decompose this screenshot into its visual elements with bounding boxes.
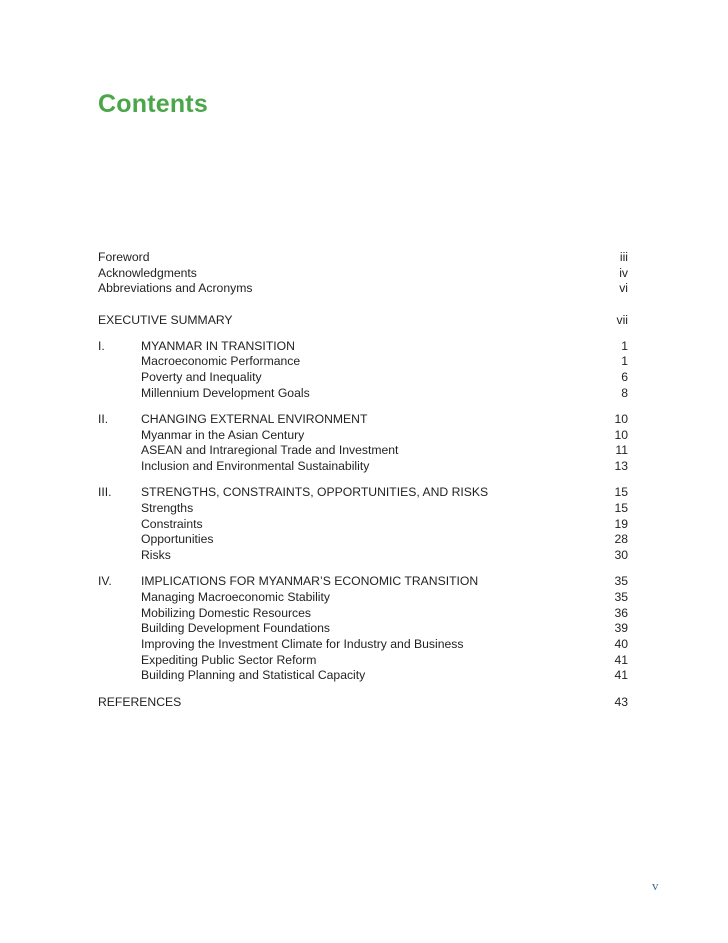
toc-entry-page: 30 <box>614 548 628 562</box>
toc-chapter-number: III. <box>98 485 112 500</box>
toc-chapter-number: IV. <box>98 574 112 589</box>
toc-section-entry[interactable] <box>98 621 628 637</box>
toc-entry-label: Mobilizing Domestic Resources <box>141 605 312 620</box>
toc-entry-page: 15 <box>614 485 628 500</box>
toc-entry-executive-summary[interactable] <box>98 313 628 329</box>
toc-entry-page: 28 <box>614 532 628 547</box>
toc-entry-label: ASEAN and Intraregional Trade and Investment <box>141 443 399 458</box>
toc-entry-page: 13 <box>614 459 628 474</box>
toc-entry-page: 1 <box>621 338 628 353</box>
toc-entry-page: iii <box>619 250 628 264</box>
toc-entry-label: Risks <box>141 548 171 562</box>
toc-section-entry[interactable] <box>98 386 628 402</box>
toc-section-entry[interactable] <box>98 606 628 622</box>
toc-entry-label: Building Development Foundations <box>141 621 331 636</box>
toc-entry-page: 10 <box>614 412 628 426</box>
toc-section-entry[interactable] <box>98 354 628 370</box>
toc-entry-label: Improving the Investment Climate for Industry and Business <box>141 636 464 651</box>
toc-entry-label: Macroeconomic Performance <box>141 354 301 369</box>
toc-entry-page: vi <box>619 281 628 296</box>
toc-entry-label: Millennium Development Goals <box>141 385 310 400</box>
toc-chapter-number: II. <box>98 412 109 426</box>
toc-chapter-heading[interactable] <box>98 412 628 428</box>
toc-chapter-4 <box>98 574 628 684</box>
toc-entry-label: Acknowledgments <box>98 265 197 280</box>
toc-entry-label: STRENGTHS, CONSTRAINTS, OPPORTUNITIES, AND RISKS <box>141 485 489 500</box>
toc-entry-label: Foreword <box>98 250 150 264</box>
toc-entry-label: Opportunities <box>141 532 214 547</box>
toc-chapter-heading[interactable] <box>98 574 628 590</box>
toc-section-entry[interactable] <box>98 443 628 459</box>
toc-entry-label: Building Planning and Statistical Capacity <box>141 668 366 683</box>
toc-chapter-3 <box>98 485 628 563</box>
toc-entry-page: 36 <box>614 605 628 620</box>
toc-chapter-2 <box>98 412 628 475</box>
toc-entry-label: EXECUTIVE SUMMARY <box>98 312 233 327</box>
toc-chapter-number: I. <box>98 338 105 353</box>
toc-section-entry[interactable] <box>98 653 628 669</box>
toc-entry-page: 43 <box>614 694 628 709</box>
toc-entry-page: vii <box>616 312 628 327</box>
toc-chapter-heading[interactable] <box>98 339 628 355</box>
toc-section-entry[interactable] <box>98 590 628 606</box>
toc-section-entry[interactable] <box>98 637 628 653</box>
toc-entry-page: 15 <box>614 500 628 515</box>
page-title: Contents <box>98 90 208 118</box>
toc-entry-page: 41 <box>614 652 628 667</box>
toc-entry-page: 19 <box>614 516 628 531</box>
toc-entry-references[interactable] <box>98 695 628 711</box>
toc-entry-foreword[interactable] <box>98 250 628 266</box>
toc-section-entry[interactable] <box>98 370 628 386</box>
toc-entry-label: Poverty and Inequality <box>141 370 262 385</box>
toc-entry-label: Myanmar in the Asian Century <box>141 427 305 442</box>
toc-entry-label: Inclusion and Environmental Sustainability <box>141 459 370 474</box>
toc-entry-label: Managing Macroeconomic Stability <box>141 589 330 604</box>
toc-chapter-1 <box>98 339 628 402</box>
table-of-contents <box>98 250 628 710</box>
toc-entry-page: 41 <box>614 668 628 683</box>
toc-entry-label: MYANMAR IN TRANSITION <box>141 338 295 353</box>
toc-entry-label: Strengths <box>141 500 194 515</box>
toc-section-entry[interactable] <box>98 532 628 548</box>
toc-entry-abbreviations[interactable] <box>98 281 628 297</box>
toc-chapter-heading[interactable] <box>98 485 628 501</box>
toc-entry-page: 6 <box>621 370 628 385</box>
toc-entry-label: REFERENCES <box>98 694 182 709</box>
toc-entry-page: 8 <box>621 385 628 400</box>
toc-entry-label: Constraints <box>141 516 203 531</box>
toc-section-entry[interactable] <box>98 428 628 444</box>
toc-entry-page: 10 <box>614 427 628 442</box>
toc-section-entry[interactable] <box>98 459 628 475</box>
toc-section-entry[interactable] <box>98 517 628 533</box>
toc-entry-page: iv <box>619 265 628 280</box>
toc-section-entry[interactable] <box>98 668 628 684</box>
toc-entry-label: IMPLICATIONS FOR MYANMAR’S ECONOMIC TRANSITION <box>141 574 479 589</box>
toc-entry-page: 11 <box>615 443 628 458</box>
toc-section-entry[interactable] <box>98 501 628 517</box>
toc-entry-acknowledgments[interactable] <box>98 266 628 282</box>
toc-entry-page: 35 <box>614 574 628 589</box>
footer-page-number: v <box>652 878 659 893</box>
toc-entry-label: Abbreviations and Acronyms <box>98 281 253 296</box>
toc-entry-label: CHANGING EXTERNAL ENVIRONMENT <box>141 412 368 426</box>
toc-entry-page: 35 <box>614 589 628 604</box>
toc-entry-label: Expediting Public Sector Reform <box>141 652 317 667</box>
toc-entry-page: 39 <box>614 621 628 636</box>
toc-entry-page: 1 <box>621 354 628 369</box>
toc-section-entry[interactable] <box>98 548 628 564</box>
toc-front-matter <box>98 250 628 297</box>
toc-entry-page: 40 <box>614 636 628 651</box>
